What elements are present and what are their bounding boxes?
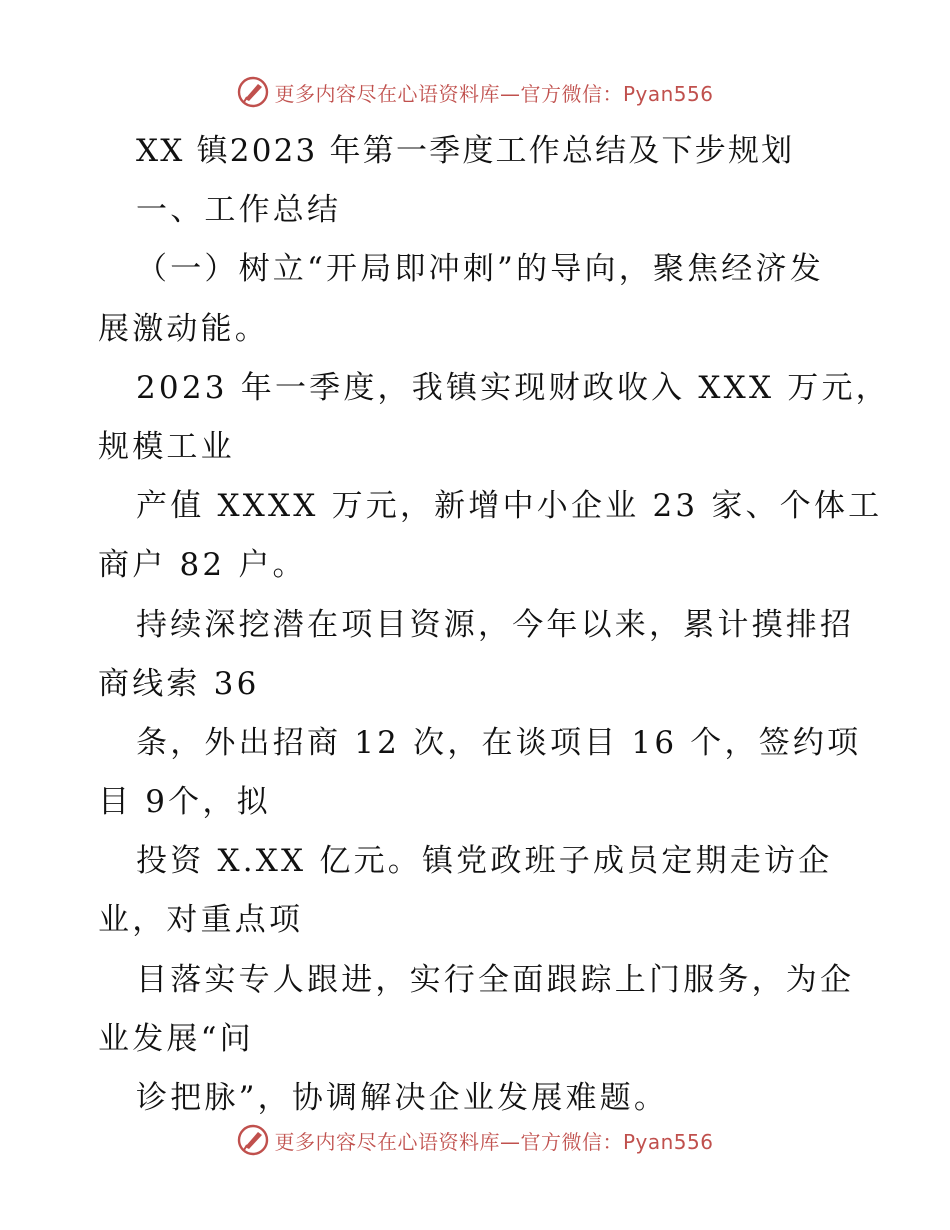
subsection-heading: （一）树立“开局即冲刺”的导向，聚焦经济发: [136, 251, 824, 288]
paragraph-line: 持续深挖潜在项目资源，今年以来，累计摸排招: [136, 606, 855, 643]
watermark-wechat: 官方微信：Pyan556: [520, 1129, 714, 1154]
header-watermark-banner: [0, 72, 950, 112]
watermark-dash: —: [499, 1129, 521, 1154]
quill-pen-logo-icon: [236, 75, 270, 109]
paragraph-line: 展激动能。: [98, 310, 269, 347]
footer-watermark-banner: [0, 1120, 950, 1160]
watermark-slogan: 更多内容尽在心语资料库: [274, 1129, 500, 1154]
quill-pen-logo-icon: [236, 1123, 270, 1157]
watermark-text: [274, 78, 713, 107]
watermark-slogan: 更多内容尽在心语资料库: [274, 81, 500, 106]
paragraph-line: 目 9个，拟: [98, 784, 271, 821]
paragraph-line: 诊把脉”，协调解决企业发展难题。: [136, 1080, 669, 1116]
paragraph-line: 规模工业: [98, 428, 235, 465]
section-heading: 一、工作总结: [136, 192, 342, 229]
watermark-text: [274, 1126, 713, 1155]
document-body: [98, 122, 890, 1128]
paragraph-line: 条，外出招商 12 次，在谈项目 16 个，签约项: [136, 724, 862, 761]
paragraph-line: 业，对重点项: [98, 902, 304, 939]
paragraph-line: 产值 XXXX 万元，新增中小企业 23 家、个体工: [136, 488, 883, 525]
paragraph-line: 商户 82 户。: [98, 547, 307, 584]
paragraph-line: 商线索 36: [98, 665, 260, 702]
paragraph-line: 2023 年一季度，我镇实现财政收入 XXX 万元，: [136, 369, 890, 406]
watermark-wechat: 官方微信：Pyan556: [520, 81, 714, 106]
paragraph-line: 投资 X.XX 亿元。镇党政班子成员定期走访企: [136, 843, 833, 880]
paragraph-line: 目落实专人跟进，实行全面跟踪上门服务，为企: [136, 961, 855, 998]
paragraph-line: 业发展“问: [98, 1020, 254, 1057]
watermark-dash: —: [499, 81, 521, 106]
document-title: XX 镇2023 年第一季度工作总结及下步规划: [136, 133, 795, 169]
